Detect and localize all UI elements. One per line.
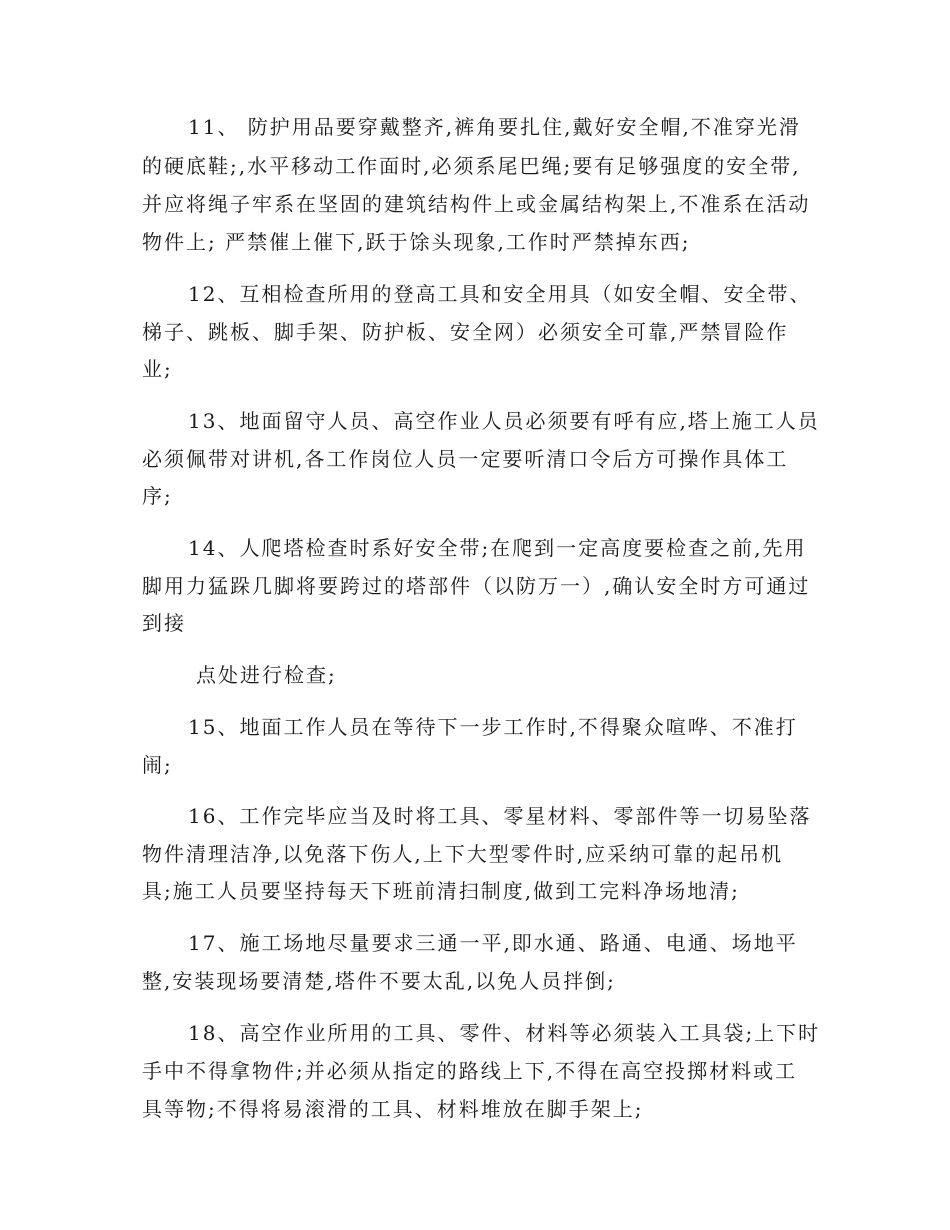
text-line: 必须佩带对讲机,各工作岗位人员一定要听清口令后方可操作具体工 [142,447,789,471]
text-line: 点处进行检查; [196,663,337,687]
text-line: 手中不得拿物件;并必须从指定的路线上下,不得在高空投掷材料或工 [142,1059,798,1083]
text-line: 18、高空作业所用的工具、零件、材料等必须装入工具袋;上下时 [188,1021,821,1045]
text-line: 16、工作完毕应当及时将工具、零星材料、零部件等一切易坠落 [188,804,812,828]
text-line: 脚用力猛跺几脚将要跨过的塔部件（以防万一）,确认安全时方可通过 [142,574,811,598]
text-line: 到接 [142,611,186,635]
text-line: 17、施工场地尽量要求三通一平,即水通、路通、电通、场地平 [188,931,798,955]
text-line: 具等物;不得将易滚滑的工具、材料堆放在脚手架上; [142,1097,644,1121]
text-line: 13、地面留守人员、高空作业人员必须要有呼有应,塔上施工人员 [188,409,820,433]
text-line: 15、地面工作人员在等待下一步工作时,不得聚众喧哗、不准打 [188,715,798,739]
text-line: 序; [142,484,173,508]
text-line: 梯子、跳板、脚手架、防护板、安全网）必须安全可靠,严禁冒险作 [142,320,789,344]
text-line: 物件上; 严禁催上催下,跃于馀头现象,工作时严禁掉东西; [142,230,691,254]
text-line: 11、 防护用品要穿戴整齐,裤角要扎住,戴好安全帽,不准穿光滑 [188,115,801,139]
text-line: 业; [142,357,173,381]
text-line: 物件清理洁净,以免落下伤人,上下大型零件时,应采纳可靠的起吊机 [142,842,784,866]
text-line: 12、互相检查所用的登高工具和安全用具（如安全帽、安全带、 [188,282,812,306]
text-line: 整,安装现场要清楚,塔件不要太乱,以免人员拌倒; [142,969,616,993]
text-line: 14、人爬塔检查时系好安全带;在爬到一定高度要检查之前,先用 [188,536,807,560]
text-line: 并应将绳子牢系在坚固的建筑结构件上或金属结构架上,不准系在活动 [142,192,811,216]
text-line: 闹; [142,753,173,777]
text-line: 的硬底鞋;,水平移动工作面时,必须系尾巴绳;要有足够强度的安全带, [142,154,801,178]
text-line: 具;施工人员要坚持每天下班前清扫制度,做到工完料净场地清; [142,879,740,903]
